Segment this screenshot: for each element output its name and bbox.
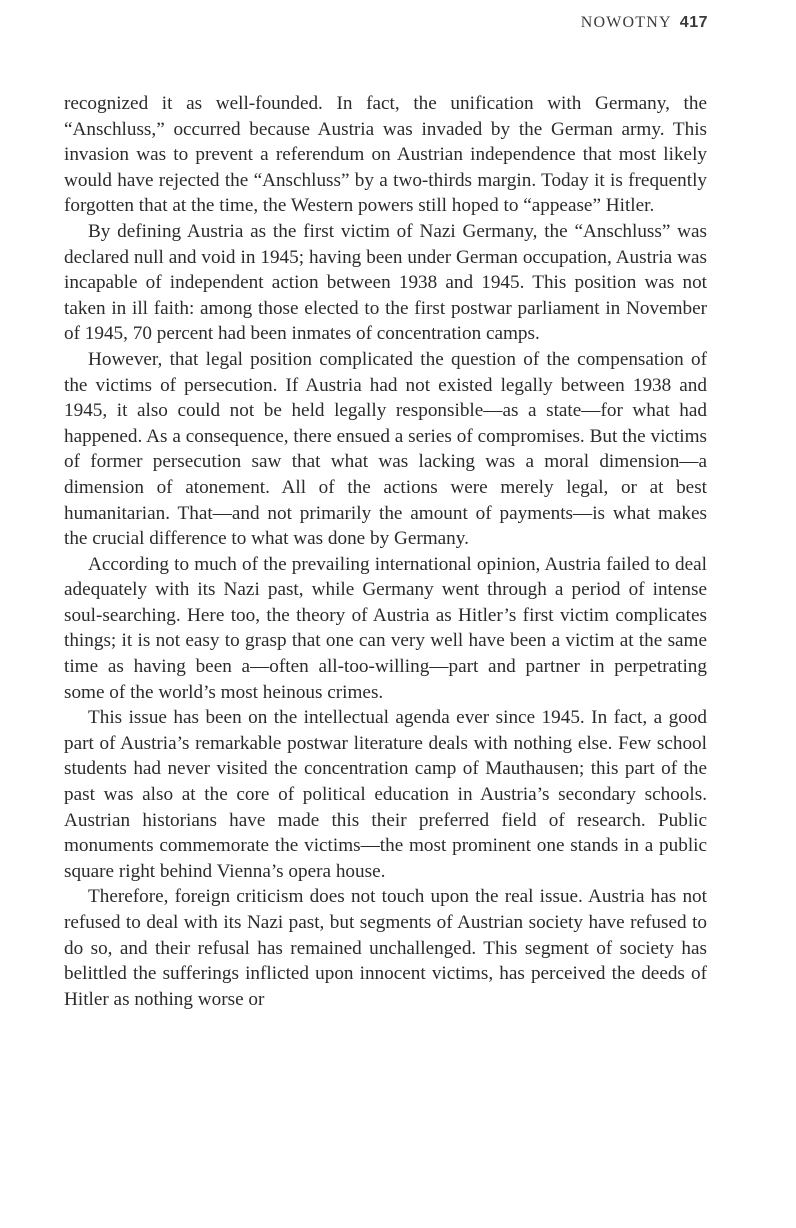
paragraph-4: According to much of the prevailing international opinion, Austria failed to deal adequately with its Nazi past, while Germany went through a period of intense soul-searching. Here too, the theory of Austria as Hitler’s first victim complicates things; it is not easy to grasp that one can very well have been a victim at the same time as having been a—often all-too-willing—part and partner in perpetrating some of the world’s most heinous crimes.	[64, 553, 707, 703]
paragraph-5: This issue has been on the intellectual agenda ever since 1945. In fact, a good part of Austria’s remarkable postwar literature deals with nothing else. Few school students had never visited the concentration camp of Mauthausen; this part of the past was also at the core of political education in Austria’s secondary schools. Austrian historians have made this their preferred field of research. Public monuments commemorate the victims—the most prominent one stands in a public square right behind Vienna’s opera house.	[64, 707, 707, 882]
paragraph-6: Therefore, foreign criticism does not touch upon the real issue. Austria has not refused to deal with its Nazi past, but segments of Austrian society have refused to do so, and their refusal has remained unchallenged. This segment of society has belittled the sufferings inflicted upon innocent victims, has perceived the deeds of Hitler as nothing worse or	[64, 886, 707, 1010]
paragraph-2: By defining Austria as the first victim of Nazi Germany, the “Anschluss” was declared null and void in 1945; having been under German occupation, Austria was incapable of independent action between 1938 and 1945. This position was not taken in ill faith: among those elected to the first postwar parliament in November of 1945, 70 percent had been inmates of concentration camps.	[64, 220, 707, 345]
body-text	[64, 91, 707, 1012]
running-head	[581, 14, 708, 32]
running-title: NOWOTNY	[580, 14, 672, 31]
paragraph-1: recognized it as well-founded. In fact, the unification with Germany, the “Anschluss,” occurred because Austria was invaded by the German army. This invasion was to prevent a referendum on Austrian independence that most likely would have rejected the “Anschluss” by a two-thirds margin. Today it is frequently forgotten that at the time, the Western powers still hoped to “appease” Hitler.	[64, 93, 707, 217]
paragraph-3: However, that legal position complicated the question of the compensation of the victims of persecution. If Austria had not existed legally between 1938 and 1945, it also could not be held legally responsible—as a state—for what had happened. As a consequence, there ensued a series of compromises. But the victims of former persecution saw that what was lacking was a moral dimension—a dimension of atonement. All of the actions were merely legal, or at best humanitarian. That—and not primarily the amount of payments—is what makes the crucial difference to what was done by Germany.	[64, 348, 707, 550]
page-number: 417	[679, 14, 708, 31]
